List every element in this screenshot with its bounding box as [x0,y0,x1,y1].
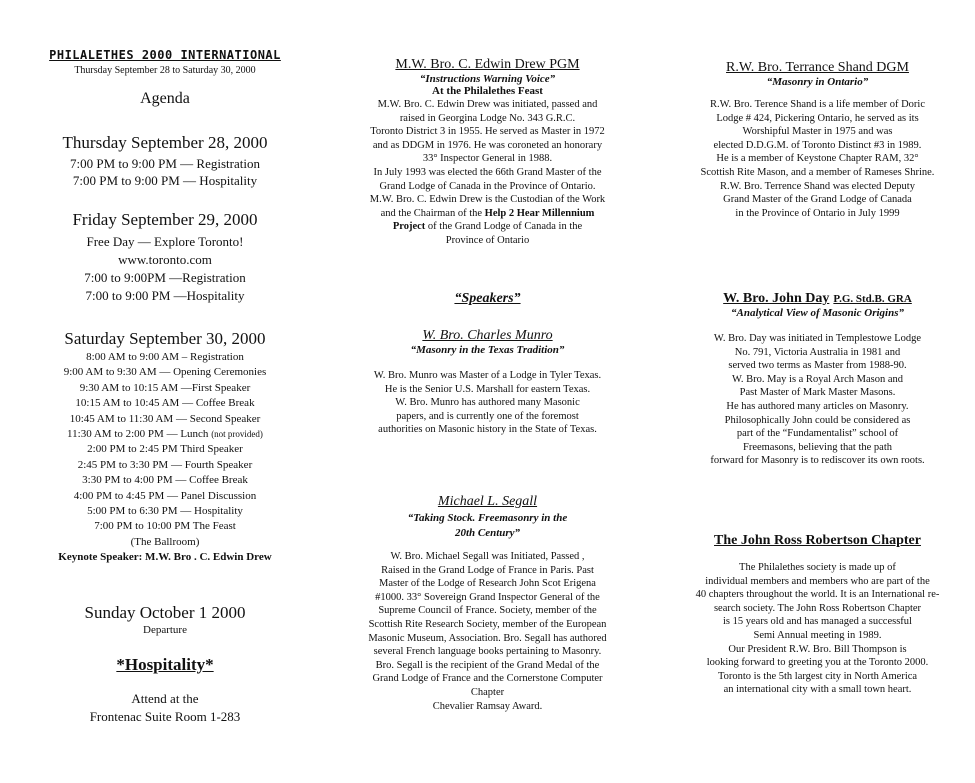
speakers-heading: “Speakers” [454,291,521,306]
saturday-block [0,329,330,566]
bio-line: Philosophically John could be considered as [724,414,911,426]
sunday-block [0,603,330,638]
saturday-item: 9:00 AM to 9:30 AM — Opening Ceremonies [63,366,267,379]
saturday-item: 2:45 PM to 3:30 PM — Fourth Speaker [77,458,253,471]
bio-line: several French language books pertaining to Masonry. [373,646,602,658]
saturday-title: Saturday September 30, 2000 [64,329,266,348]
saturday-item: 2:00 PM to 2:45 PM Third Speaker [87,443,243,456]
speaker-topic: “Instructions Warning Voice” [419,73,556,85]
bio-line: part of the “Fundamentalist” school of [736,428,899,440]
bio-line: #1000. 33° Sovereign Grand Inspector General of the [375,591,600,603]
bio-line: Freemasons, believing that the path [742,441,892,453]
friday-block [0,210,330,304]
lunch-note: (not provided) [211,429,263,440]
bio-line: He has authored many articles on Masonry. [726,400,909,412]
saturday-item: 9:30 AM to 10:15 AM —First Speaker [79,381,251,394]
chapter-line: looking forward to greeting you at the Toronto 2000. [706,657,929,669]
bio-line: Raised in the Grand Lodge of France in Paris. Past [381,564,594,576]
lunch-text: 11:30 AM to 2:00 PM — Lunch [67,428,209,441]
speaker-topic: 20th Century” [454,527,521,539]
bio-line: Province of Ontario [445,234,530,246]
hospitality-line: Attend at the [131,691,199,706]
bio-line: elected D.D.G.M. of Toronto Distinct #3 in 1989. [713,139,922,151]
bio-line: He is a member of Keystone Chapter RAM, 32° [716,153,919,165]
chapter-line: is 15 years old and has managed a successful [723,616,912,628]
bio-line: He is the Senior U.S. Marshall for eastern Texas. [384,383,591,395]
speaker-topic: “Analytical View of Masonic Origins” [731,307,904,319]
speaker-topic-note: At the Philalethes Feast [432,85,543,97]
thursday-item: 7:00 PM to 9:00 PM — Hospitality [72,173,258,188]
thursday-title: Thursday September 28, 2000 [62,133,268,152]
chapter-line: Toronto is the 5th largest city in North America [717,670,918,682]
bio-line: served two terms as Master from 1988-90. [728,360,907,372]
chapter-line: 40 chapters throughout the world. It is an International re- [695,589,940,601]
bio-text: of the Grand Lodge of Canada in the [425,221,583,233]
event-header [0,48,330,77]
speaker-title: P.G. Std.B. GRA [833,293,912,305]
bio-line: raised in Georgina Lodge No. 343 G.R.C. [399,112,576,124]
bio-line: in the Province of Ontario in July 1999 [735,207,900,219]
bio-line: Chapter [470,686,505,698]
bio-line: Grand Lodge of France and the Cornerstone Computer [372,673,603,685]
saturday-item: 7:00 PM to 10:00 PM The Feast [94,520,236,533]
hospitality-block [0,655,330,725]
saturday-item: 3:30 PM to 4:00 PM — Coffee Break [82,474,248,487]
saturday-item: 10:45 AM to 11:30 AM — Second Speaker [69,412,261,425]
bio-line: Scottish Rite Mason, and a member of Rameses Shrine. [700,166,935,178]
friday-title: Friday September 29, 2000 [72,210,258,229]
chapter-section [665,533,970,697]
sunday-sub: Departure [143,624,187,636]
speaker-name: W. Bro. John Day [723,291,830,306]
speaker-munro [335,328,640,437]
chapter-line: individual members and members who are part of the [705,575,930,587]
bio-line [335,220,640,234]
bio-line: R.W. Bro. Terrence Shand was elected Deputy [720,180,915,192]
bio-line: M.W. Bro. C. Edwin Drew is the Custodian of the Work [369,194,606,206]
saturday-item: 5:00 PM to 6:30 PM — Hospitality [87,505,243,518]
chapter-line: search society. The John Ross Robertson Chapter [713,602,922,614]
saturday-item-lunch [0,427,330,442]
keynote-speaker: Keynote Speaker: M.W. Bro . C. Edwin Drew [58,551,272,564]
speaker-drew [335,57,640,248]
bio-line: and as DDGM in 1976. He was coroneted an honorary [372,139,603,151]
speaker-topic: “Masonry in the Texas Tradition” [410,344,565,356]
friday-item: 7:00 to 9:00PM —Registration [84,270,246,285]
bio-line: Worshipful Master in 1975 and was [742,126,893,138]
speaker-name-row [665,289,970,307]
friday-item: www.toronto.com [118,252,212,267]
speaker-day [665,289,970,468]
saturday-item: (The Ballroom) [130,535,200,548]
bio-line: W. Bro. Munro has authored many Masonic [395,397,580,409]
saturday-item: 10:15 AM to 10:45 AM — Coffee Break [75,397,255,410]
speaker-segall [335,494,640,713]
bio-line: No. 791, Victoria Australia in 1981 and [734,346,901,358]
event-dates: Thursday September 28 to Saturday 30, 2000 [74,65,256,76]
thursday-block [0,133,330,189]
bio-emphasis: Help 2 Hear Millennium [484,207,595,219]
saturday-item: 4:00 PM to 4:45 PM — Panel Discussion [73,489,257,502]
bio-line: Masonic Museum, Association. Bro. Segall has authored [368,632,607,644]
bio-line: Bro. Segall is the recipient of the Grand Medal of the [375,659,600,671]
speaker-shand [665,60,970,220]
speaker-name: R.W. Bro. Terrance Shand DGM [726,60,909,75]
bio-line: W. Bro. Munro was Master of a Lodge in Tyler Texas. [373,370,602,381]
bio-line: Master of the Lodge of Research John Scot Erigena [379,578,596,590]
bio-line: papers, and is currently one of the foremost [396,410,579,422]
bio-line [335,207,640,221]
friday-item: 7:00 to 9:00 PM —Hospitality [85,288,245,303]
bio-line: In July 1993 was elected the 66th Grand Master of the [373,166,602,178]
bio-line: Grand Lodge of Canada in the Province of Ontario. [379,180,596,192]
bio-line: Chevalier Ramsay Award. [432,700,543,712]
friday-item: Free Day — Explore Toronto! [86,234,244,249]
chapter-heading: The John Ross Robertson Chapter [714,533,921,548]
bio-line: Toronto District 3 in 1955. He served as Master in 1972 [370,126,605,138]
bio-line: Scottish Rite Research Society, member of the European [368,618,607,630]
bio-line: Supreme Council of France. Society, member of the [378,605,597,617]
bio-text: and the Chairman of the [380,207,485,219]
speaker-name: M.W. Bro. C. Edwin Drew PGM [395,57,580,72]
bio-line: W. Bro. Day was initiated in Templestowe Lodge [713,333,922,344]
chapter-line: Our President R.W. Bro. Bill Thompson is [728,643,907,655]
saturday-item: 8:00 AM to 9:00 AM – Registration [86,351,244,363]
bio-line: R.W. Bro. Terence Shand is a life member of Doric [709,99,926,110]
agenda-heading: Agenda [140,90,190,107]
hospitality-line: Frontenac Suite Room 1-283 [89,709,241,724]
bio-line: W. Bro. May is a Royal Arch Mason and [731,373,904,385]
bio-line: Lodge # 424, Pickering Ontario, he served as its [716,112,919,124]
bio-line: authorities on Masonic history in the State of Texas. [378,424,597,436]
speaker-name: Michael L. Segall [437,494,538,509]
bio-emphasis: Project [392,221,426,233]
hospitality-title: *Hospitality* [116,655,214,674]
bio-line: W. Bro. Michael Segall was Initiated, Passed , [390,551,585,562]
bio-line: Grand Master of the Grand Lodge of Canada [723,194,912,206]
bio-line: forward for Masonry is to rediscover its own roots. [710,455,925,467]
speaker-topic: “Masonry in Ontario” [766,76,869,88]
speaker-name: W. Bro. Charles Munro [422,328,553,343]
chapter-line: Semi Annual meeting in 1989. [753,629,882,641]
thursday-item: 7:00 PM to 9:00 PM — Registration [70,156,260,171]
speaker-topic: “Taking Stock. Freemasonry in the [407,512,568,524]
bio-line: 33° Inspector General in 1988. [422,153,553,165]
sunday-title: Sunday October 1 2000 [84,603,246,622]
chapter-line: The Philalethes society is made up of [739,562,896,573]
chapter-line: an international city with a small town heart. [723,684,912,696]
bio-line: Past Master of Mark Master Masons. [739,387,896,399]
event-title: PHILALETHES 2000 INTERNATIONAL [49,48,281,62]
bio-line: M.W. Bro. C. Edwin Drew was initiated, passed and [377,99,598,110]
